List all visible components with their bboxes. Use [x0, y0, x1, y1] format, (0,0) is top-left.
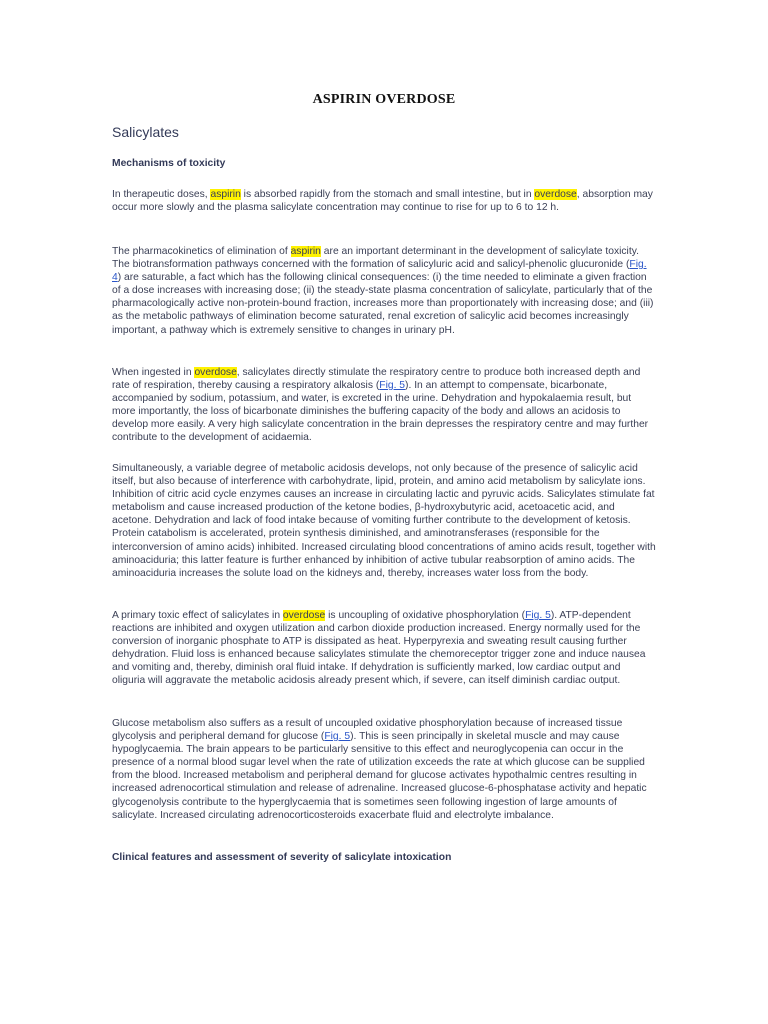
text-run: In therapeutic doses, — [112, 189, 211, 200]
subheading-clinical-features: Clinical features and assessment of severity of salicylate intoxication — [112, 852, 452, 863]
highlight-aspirin: aspirin — [210, 189, 241, 200]
figure-4-link[interactable]: Fig. 4 — [112, 259, 647, 284]
text-run: The pharmacokinetics of elimination of — [112, 246, 291, 257]
text-run: Simultaneously, a variable degree of metabolic acidosis develops, not only because of the presence of salicylic acid itself, but also because of interference with carbohydrate, lipid, protein, and amino acid metabolism by salicylate ions. Inhibition of citric acid cycle enzymes causes an increase in circulating lactic and pyruvic acids. Salicylates stimulate fat metabolism and cause increased production of the ketone bodies, β-hydroxybutyric acid, acetoacetic acid, and acetone. Dehydration and lack of food intake because of vomiting further contribute to the development of ketosis. Protein catabolism is accelerated, protein synthesis diminished, and aminotransferases (responsible for the interconversion of amino acids) inhibited. Increased circulating blood concentrations of amino acids result, together with aminoaciduria; this latter feature is further enhanced by inhibition of active tubular reabsorption of amino acids. The aminoaciduria increases the solute load on the kidneys and, thereby, increases water loss from the body. — [112, 463, 656, 579]
figure-5-link[interactable]: Fig. 5 — [525, 610, 551, 621]
highlight-overdose: overdose — [534, 189, 577, 200]
highlight-overdose: overdose — [194, 367, 237, 378]
text-run: are an important determinant in the development of salicylate toxicity. The biotransformation pathways concerned with the formation of salicyluric acid and salicyl-phenolic glucuronide ( — [112, 246, 639, 271]
text-run: When ingested in — [112, 367, 195, 378]
section-heading-salicylates: Salicylates — [112, 124, 179, 140]
text-run: , absorption may occur more slowly and the plasma salicylate concentration may continue to rise for up to 6 to 12 h. — [112, 189, 653, 214]
subheading-mechanisms-of-toxicity: Mechanisms of toxicity — [112, 158, 226, 169]
paragraph-1 — [112, 188, 656, 214]
highlight-aspirin: aspirin — [290, 246, 321, 257]
paragraph-4 — [112, 462, 656, 580]
text-run: ). In an attempt to compensate, bicarbonate, accompanied by sodium, potassium, and water, is excreted in the urine. Dehydration and hypokalaemia result, but more importantly, the loss of bicarbonate diminishes the buffering capacity of the body and allows an acidosis to develop more easily. A very high salicylate concentration in the brain depresses the respiratory centre and may further contribute to the development of acidaemia. — [112, 380, 649, 444]
figure-5-link[interactable]: Fig. 5 — [324, 731, 351, 743]
figure-5-link[interactable]: Fig. 5 — [379, 380, 406, 392]
text-run: is uncoupling of oxidative phosphorylation ( — [325, 610, 526, 621]
text-run: ) are saturable, a fact which has the following clinical consequences: (i) the time needed to eliminate a given fraction of a dose increases with increasing dose; (ii) the steady-state plasma concentration of salicylate, particularly that of the pharmacologically active non-protein-bound fraction, increases more than proportionately with increasing dose; and (iii) as the metabolic pathways of elimination become saturated, renal excretion of salicylic acid becomes increasingly important, a pathway which is extremely sensitive to changes in urinary pH. — [112, 272, 654, 336]
text-run: ). This is seen principally in skeletal muscle and may cause hypoglycaemia. The brain appears to be particularly sensitive to this effect and neuroglycopenia can occur in the presence of a normal blood sugar level when the rate of utilization exceeds the rate at which glucose can be supplied from the blood. Increased metabolism and peripheral demand for glucose activates hypothalmic centres resulting in increased adrenocortical stimulation and release of adrenaline. Increased glucose-6-phosphatase activity and hepatic glycogenolysis contribute to the hyperglycaemia that is sometimes seen following ingestion of large amounts of salicylate. Increased circulating adrenocorticosteroids exacerbate fluid and electrolyte imbalance. — [112, 731, 647, 821]
text-run: A primary toxic effect of salicylates in — [112, 610, 283, 621]
paragraph-6 — [112, 717, 656, 822]
paragraph-3 — [112, 366, 656, 445]
paragraph-5 — [112, 609, 656, 688]
text-run: Glucose metabolism also suffers as a result of uncoupled oxidative phosphorylation because of increased tissue glycolysis and peripheral demand for glucose ( — [112, 718, 623, 743]
text-run: ). ATP-dependent reactions are inhibited and oxygen utilization and carbon dioxide production increased. Energy normally used for the conversion of inorganic phosphate to ATP is dissipated as heat. Hyperpyrexia and sweating result causing further dehydration. Fluid loss is enhanced because salicylates stimulate the chemoreceptor trigger zone and induce nausea and vomiting and, thereby, diminish oral fluid intake. If dehydration is sufficiently marked, low cardiac output and oliguria will aggravate the metabolic acidosis already present which, if severe, can itself diminish cardiac output. — [112, 610, 646, 687]
highlight-overdose: overdose — [282, 610, 326, 621]
document-title: ASPIRIN OVERDOSE — [312, 92, 456, 107]
text-run: , salicylates directly stimulate the respiratory centre to produce both increased depth and rate of respiration, thereby causing a respiratory alkalosis ( — [112, 367, 641, 392]
paragraph-2 — [112, 245, 656, 337]
text-run: is absorbed rapidly from the stomach and small intestine, but in — [240, 189, 535, 200]
